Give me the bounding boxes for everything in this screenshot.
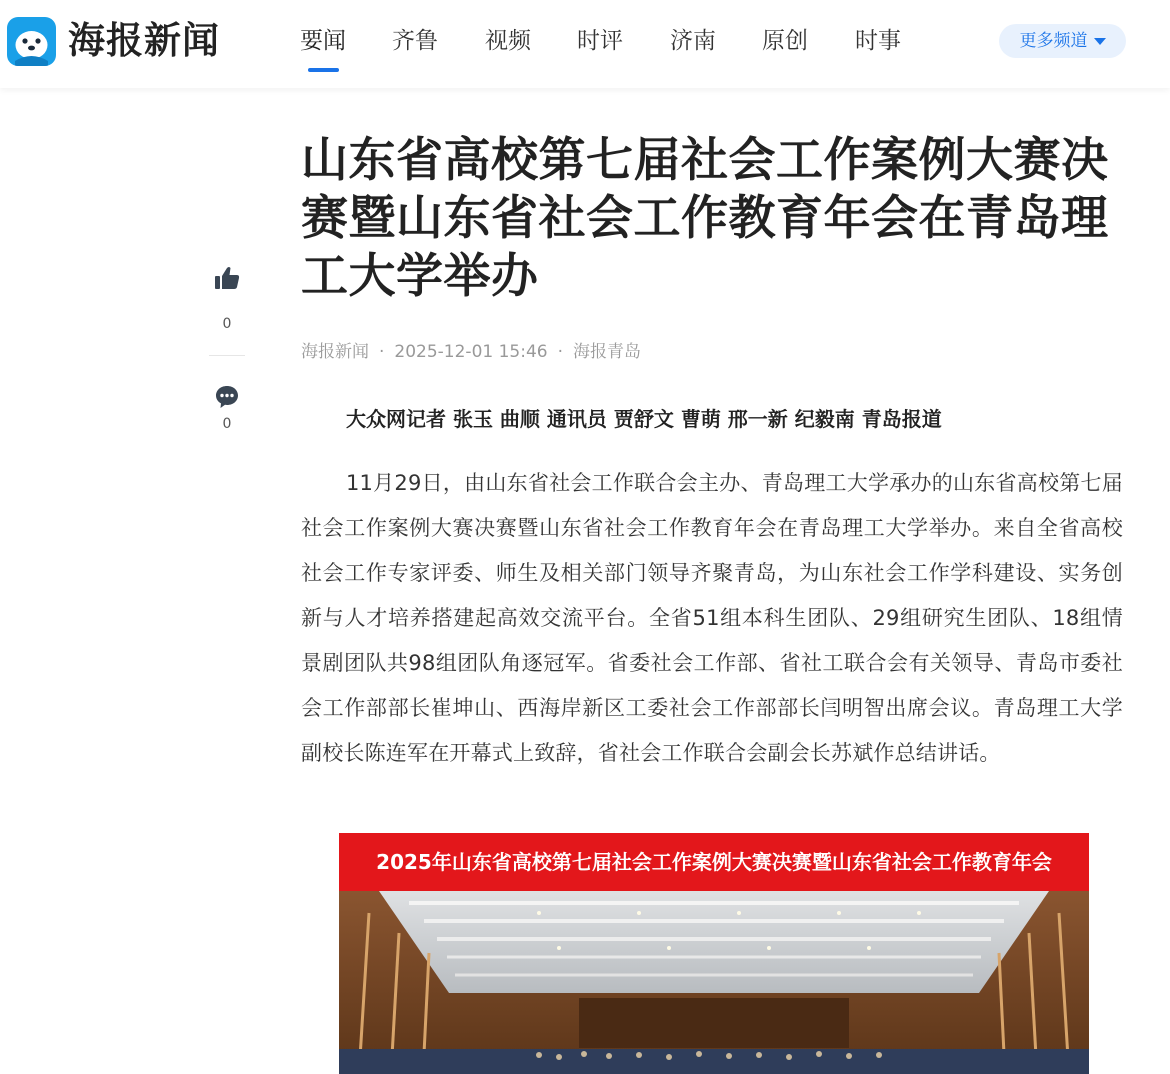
logo-wordmark[interactable]: 海报新闻 — [68, 19, 220, 62]
thumbs-up-icon — [213, 264, 241, 292]
nav-item-label: 时评 — [577, 28, 623, 54]
logo-seal-icon[interactable] — [7, 17, 56, 66]
article-byline: 大众网记者 张玉 曲顺 通讯员 贾舒文 曹萌 邢一新 纪毅南 青岛报道 — [346, 407, 942, 431]
nav-item-qilu[interactable] — [392, 22, 438, 60]
meta-source[interactable]: 海报新闻 — [301, 342, 369, 362]
article-paragraph: 11月29日，由山东省社会工作联合会主办、青岛理工大学承办的山东省高校第七届社会工作案例大赛决赛暨山东省社会工作教育年会在青岛理工大学举办。来自全省高校社会工作专家评委、师生及相关部门领导齐聚青岛，为山东社会工作学科建设、实务创新与人才培养搭建起高效交流平台。全省51组本科生团队、29组研究生团队、18组情景剧团队共98组团队角逐冠军。省委社会工作部、省社工联合会有关领导、青岛市委社会工作部部长崔坤山、西海岸新区工委社会工作部部长闫明智出席会议。青岛理工大学副校长陈连军在开幕式上致辞，省社会工作联合会副会长苏斌作总结讲话。 — [301, 471, 1123, 765]
nav-item-shiping[interactable] — [577, 22, 623, 60]
photo-banner-text: 2025年山东省高校第七届社会工作案例大赛决赛暨山东省社会工作教育年会 — [339, 833, 1089, 891]
comment-button[interactable] — [214, 384, 240, 414]
nav-item-shipin[interactable] — [485, 22, 531, 60]
top-header — [0, 0, 1170, 88]
nav-item-yaowen[interactable] — [300, 22, 346, 60]
nav-item-label: 要闻 — [300, 28, 346, 54]
article-meta — [301, 339, 641, 365]
nav-item-label: 时事 — [855, 28, 901, 54]
caret-down-icon — [1094, 38, 1106, 45]
nav-item-label: 济南 — [670, 28, 716, 54]
more-channels-label: 更多频道 — [1019, 31, 1088, 51]
meta-channel[interactable]: 海报青岛 — [573, 342, 642, 362]
article-title: 山东省高校第七届社会工作案例大赛决赛暨山东省社会工作教育年会在青岛理工大学举办 — [301, 133, 1109, 304]
nav-item-yuanchuang[interactable] — [762, 22, 808, 60]
comment-icon — [214, 384, 240, 410]
side-divider — [209, 355, 245, 356]
meta-separator: · — [379, 342, 385, 362]
nav-item-label: 齐鲁 — [392, 28, 438, 54]
like-button[interactable] — [213, 264, 241, 296]
nav-item-label: 视频 — [485, 28, 531, 54]
article-photo — [339, 833, 1089, 1074]
meta-datetime: 2025-12-01 15:46 — [394, 342, 548, 362]
more-channels-button[interactable] — [999, 24, 1126, 58]
nav-item-label: 原创 — [762, 28, 808, 54]
like-count: 0 — [222, 316, 232, 332]
active-tab-indicator — [308, 68, 339, 72]
comment-count: 0 — [222, 416, 232, 432]
meta-separator: · — [557, 342, 564, 362]
nav-item-shishi[interactable] — [855, 22, 901, 60]
nav-item-jinan[interactable] — [670, 22, 716, 60]
